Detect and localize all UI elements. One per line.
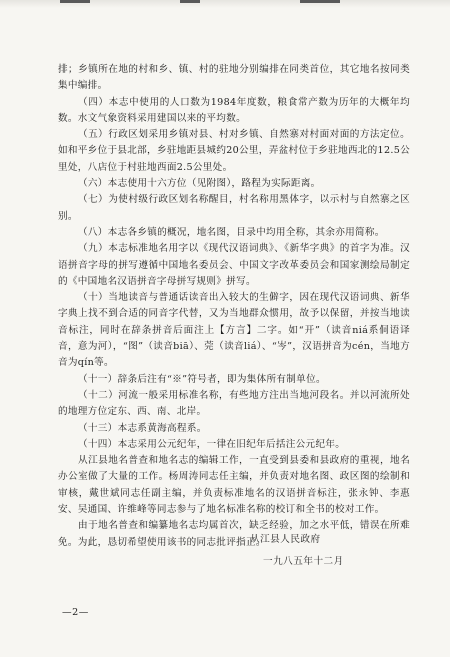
paragraph: 由于地名普查和编纂地名志均属首次，缺乏经验，加之水平低，错误在所难免。为此，恳切希望使用该书的同志批评指正。 bbox=[58, 520, 410, 548]
paragraph: （九）本志标准地名用字以《现代汉语词典》、《新华字典》的首字为准。汉语拼音字母的拼写遵循中国地名委员会、中国文字改革委员会和国家测绘局制定的《中国地名汉语拼音字母拼写规则》拼写。 bbox=[58, 243, 410, 287]
paragraph: （八）本志各乡镇的概况，地名图，目录中均用全称，其余亦用简称。 bbox=[78, 226, 385, 238]
paragraph: 从江县地名普查和地名志的编辑工作，一直受到县委和县政府的重视，地名办公室做了大量的工作。杨周涛同志任主编，并负责对地名图、政区图的绘制和审核，戴世斌同志任副主编，并负责标准地名的汉语拼音标注，张永钟、李惠安、吴通国、许维峰等同志参与了地名标准名称的校订和全书的校对工作。 bbox=[58, 455, 410, 516]
scan-artifact bbox=[60, 0, 90, 3]
paragraph: （十二）河流一般采用标准名称，有些地方注出当地河段名。并以河流所处的地理方位定东、西、南、北岸。 bbox=[58, 389, 410, 418]
paragraph: （十一）辞条后注有“※”符号者，即为集体所有制单位。 bbox=[78, 373, 326, 385]
paragraph: （十三）本志系黄海高程系。 bbox=[78, 422, 207, 434]
scan-artifact bbox=[180, 0, 200, 3]
paragraph: 排；乡镇所在地的村和乡、镇、村的驻地分别编排在同类首位，其它地名按同类集中编排。 bbox=[58, 64, 410, 92]
paragraph: （十）当地读音与普通话读音出入较大的生僻字，因在现代汉语词典、新华字典上找不到合适的同音字代替，又为当地群众惯用，故予以保留，并按当地读音标注，同时在辞条拼音后面注上【方言】二字。如“开”（读音niá系侗语译音，意为河），“图”（读音biā）、莞（读音liá）、“岑”，汉语拼音为cén，当地方音为qín等。 bbox=[58, 292, 410, 369]
paragraph: （十四）本志采用公元纪年，一律在旧纪年后括注公元纪年。 bbox=[78, 438, 346, 450]
scan-artifact bbox=[300, 0, 340, 3]
paragraph: （四）本志中使用的人口数为1984年度数，粮食常产数为历年的大概年均数。水文气象资料采用建国以来的平均数。 bbox=[58, 96, 410, 124]
document-body bbox=[58, 62, 410, 551]
paragraph: （六）本志使用十六方位（见附图），路程为实际距离。 bbox=[78, 178, 321, 190]
issuing-authority: 从江县人民政府 bbox=[250, 534, 321, 545]
issue-date: 一九八五年十二月 bbox=[263, 556, 344, 567]
page-number: —2— bbox=[62, 607, 89, 618]
paragraph: （五）行政区划采用乡镇对县、村对乡镇、自然寨对村面对面的方法定位。如和平乡位于县北部，乡驻地距县城约20公里，弄盆村位于乡驻地西北的12.5公里处，八店位于村驻地西面2.5公里处。 bbox=[58, 129, 410, 173]
paragraph: （七）为使村级行政区划名称醒目，村名称用黑体字，以示村与自然寨之区别。 bbox=[58, 194, 410, 222]
